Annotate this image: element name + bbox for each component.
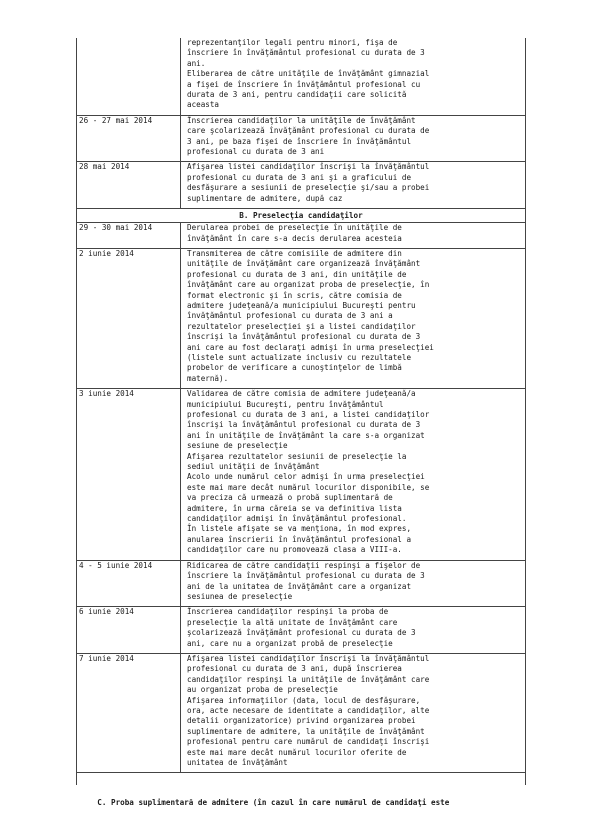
table-row	[76, 653, 526, 768]
row-description: Afişarea listei candidaţilor înscrişi la învăţământul profesional cu durata de 3 ani, după înscrierea candidaţilor respinşi la unităţile de învăţământ care au organizat proba de preselecţie Afişarea informaţiilor (data, locul de desfăşurare, ora, acte necesare de identitate a candidaţilor, alte detalii organizatorice) privind organizarea probei suplimentare de admitere, la unităţile de învăţământ profesional pentru care numărul de candidaţi înscrişi este mai mare decât numărul locurilor oferite de unitatea de învăţământ	[180, 654, 526, 768]
table-row	[76, 115, 526, 158]
row-date: 6 iunie 2014	[79, 607, 134, 617]
row-description: Transmiterea de către comisiile de admitere din unităţile de învăţământ care organizează învăţământ profesional cu durata de 3 ani, din unităţile de învăţământ care au organizat proba de preselecţie, în format electronic şi în scris, către comisia de admitere judeţeană/a municipiului Bucureşti pentru învăţământul profesional cu durata de 3 ani a rezultatelor preselecţiei şi a listei candidaţilor înscrişi la învăţământul profesional cu durata de 3 ani care au fost declaraţi admişi în urma preselecţiei (listele sunt actualizate inclusiv cu rezultatele probelor de verificare a cunoştinţelor de limbă maternă).	[180, 249, 526, 384]
row-date: 28 mai 2014	[79, 162, 130, 172]
row-description: Validarea de către comisia de admitere judeţeană/a municipiului Bucureşti, pentru învăţământul profesional cu durata de 3 ani, a listei candidaţilor înscrişi la învăţământul profesional cu durata de 3 ani în unităţile de învăţământ la care s-a organizat sesiune de preselecţie Afişarea rezultatelor sesiunii de preselecţie la sediul unităţii de învăţământ Acolo unde numărul celor admişi în urma preselecţiei este mai mare decât numărul locurilor disponibile, se va preciza că urmează o probă suplimentară de admitere, în urma căreia se va definitiva lista candidaţilor admişi în învăţământul profesional. În listele afişate se va menţiona, în mod expres, anularea înscrierii în învăţământul profesional a candidaţilor care nu promovează clasa a VIII-a.	[180, 389, 526, 556]
row-date	[76, 38, 180, 111]
table-row	[76, 606, 526, 649]
schedule-table-part-a	[76, 38, 526, 208]
row-description: Înscrierea candidaţilor la unităţile de învăţământ care şcolarizează învăţământ profesional cu durata de 3 ani, pe baza fişei de înscriere în învăţământul profesional cu durata de 3 ani	[180, 116, 526, 158]
section-c-title: C. Proba suplimentară de admitere (în cazul în care numărul de candidaţi este	[97, 798, 450, 808]
row-description: Ridicarea de către candidaţii respinşi a fişelor de înscriere la învăţământul profesional cu durata de 3 ani de la unitatea de învăţământ care a organizat sesiunea de preselecţie	[180, 561, 526, 603]
table-row	[76, 388, 526, 556]
row-description: Derularea probei de preselecţie în unităţile de învăţământ în care s-a decis derularea acesteia	[180, 223, 526, 244]
section-b-title: B. Preselecţia candidaţilor	[239, 211, 363, 221]
row-date: 7 iunie 2014	[79, 653, 134, 663]
row-description: reprezentanţilor legali pentru minori, fişa de înscriere în învăţământul profesional cu durata de 3 ani. Eliberarea de către unităţile de învăţământ gimnazial a fişei de înscriere în învăţământul profesional cu durata de 3 ani, pentru candidaţii care solicită aceasta	[180, 38, 526, 111]
table-row	[76, 248, 526, 384]
row-date: 4 - 5 iunie 2014	[79, 560, 153, 570]
row-description: Afişarea listei candidaţilor înscrişi la învăţământul profesional cu durata de 3 ani şi a graficului de desfăşurare a sesiunii de preselecţie şi/sau a probei suplimentare de admitere, după caz	[180, 162, 526, 204]
section-c-heading	[76, 772, 526, 808]
table-row	[76, 161, 526, 204]
table-row	[76, 222, 526, 244]
table-row	[76, 560, 526, 603]
section-b-heading	[76, 208, 526, 222]
row-date: 29 - 30 mai 2014	[79, 223, 153, 233]
row-date: 3 iunie 2014	[79, 389, 134, 399]
schedule-table-part-b	[76, 222, 526, 772]
table-row	[76, 38, 526, 111]
document-page	[76, 38, 526, 808]
row-date: 26 - 27 mai 2014	[79, 115, 153, 125]
row-date: 2 iunie 2014	[79, 248, 134, 258]
row-description: Înscrierea candidaţilor respinşi la proba de preselecţie la altă unitate de învăţământ care şcolarizează învăţământ profesional cu durata de 3 ani, care nu a organizat probă de preselecţie	[180, 607, 526, 649]
